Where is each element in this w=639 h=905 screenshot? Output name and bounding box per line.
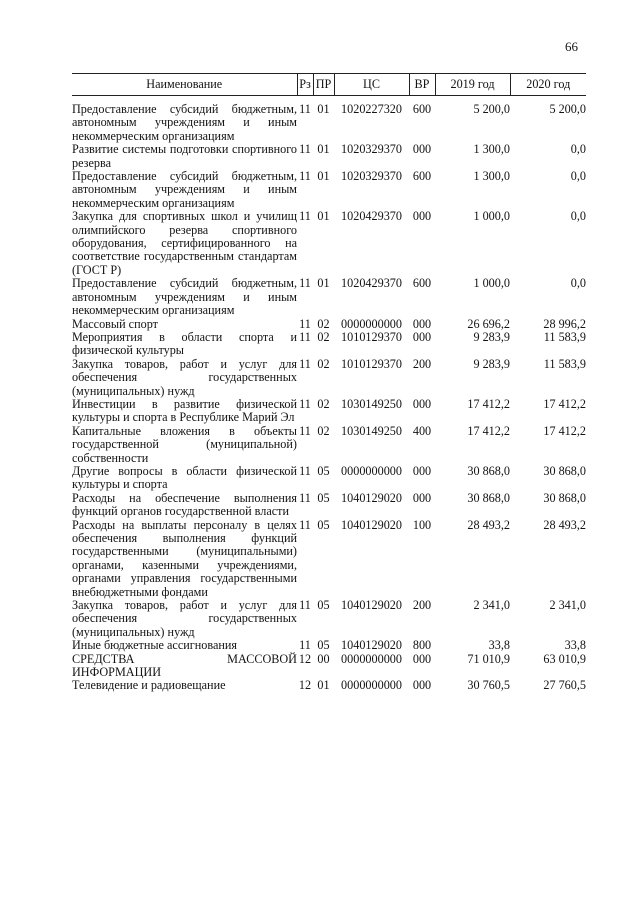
cell-rz: 11 bbox=[299, 517, 311, 532]
cell-2020: 17 412,2 bbox=[543, 423, 586, 438]
cell-name: Другие вопросы в области физической культуры и спорта bbox=[72, 463, 297, 492]
cell-2019: 30 868,0 bbox=[467, 463, 510, 478]
header-cs: ЦС bbox=[334, 74, 409, 96]
cell-2019: 1 300,0 bbox=[473, 169, 510, 184]
cell-2019: 9 283,9 bbox=[473, 329, 510, 344]
cell-vr: 000 bbox=[412, 396, 432, 411]
cell-pr: 05 bbox=[317, 463, 330, 478]
cell-name: Развитие системы подготовки спортивного резерва bbox=[72, 142, 297, 170]
cell-pr: 05 bbox=[317, 517, 330, 532]
cell-pr: 01 bbox=[317, 276, 330, 291]
cell-vr: 000 bbox=[412, 678, 432, 693]
table-row bbox=[72, 318, 586, 331]
cell-2020: 30 868,0 bbox=[543, 463, 586, 478]
cell-2019: 5 200,0 bbox=[473, 102, 510, 116]
cell-rz: 11 bbox=[299, 356, 311, 371]
cell-2019: 1 000,0 bbox=[473, 209, 510, 224]
cell-vr: 200 bbox=[412, 356, 432, 371]
cell-rz: 11 bbox=[299, 463, 311, 478]
cell-name: Массовый спорт bbox=[72, 316, 158, 331]
cell-rz: 11 bbox=[299, 598, 311, 613]
cell-rz: 11 bbox=[299, 490, 311, 505]
cell-pr: 01 bbox=[317, 169, 330, 184]
cell-rz: 11 bbox=[299, 316, 311, 331]
table-row bbox=[72, 492, 586, 519]
cell-vr: 800 bbox=[412, 638, 432, 653]
table-row bbox=[72, 331, 586, 358]
page-number: 66 bbox=[565, 39, 578, 54]
cell-pr: 05 bbox=[317, 598, 330, 613]
cell-2019: 17 412,2 bbox=[467, 423, 510, 438]
cell-pr: 05 bbox=[317, 490, 330, 505]
table-row bbox=[72, 519, 586, 599]
cell-cs: 1010129370 bbox=[341, 356, 402, 371]
cell-rz: 12 bbox=[298, 678, 312, 693]
cell-name: Закупка товаров, работ и услуг для обеспечения государственных (муниципальных) нужд bbox=[72, 356, 297, 398]
header-rz: Рз bbox=[297, 74, 313, 96]
cell-2020: 27 760,5 bbox=[543, 678, 586, 693]
table-row bbox=[72, 653, 586, 680]
cell-2020: 5 200,0 bbox=[549, 102, 586, 116]
cell-cs: 1030149250 bbox=[341, 423, 402, 438]
table-row bbox=[72, 639, 586, 652]
table-row bbox=[72, 599, 586, 639]
cell-vr: 100 bbox=[412, 517, 432, 532]
budget-table bbox=[72, 73, 586, 693]
cell-2020: 0,0 bbox=[570, 276, 586, 291]
cell-cs: 1040129020 bbox=[341, 490, 402, 505]
cell-pr: 05 bbox=[317, 638, 330, 653]
cell-cs: 1020329370 bbox=[341, 142, 402, 157]
cell-cs: 1020329370 bbox=[341, 169, 402, 184]
cell-vr: 600 bbox=[412, 169, 432, 184]
cell-2020: 63 010,9 bbox=[543, 651, 586, 666]
header-pr: ПР bbox=[313, 74, 334, 96]
cell-pr: 01 bbox=[317, 209, 330, 224]
cell-cs: 1040129020 bbox=[341, 638, 402, 653]
cell-vr: 000 bbox=[412, 209, 432, 224]
cell-rz: 11 bbox=[299, 329, 311, 344]
cell-pr: 01 bbox=[317, 678, 330, 693]
cell-name: СРЕДСТВА МАССОВОЙ ИНФОРМАЦИИ bbox=[72, 651, 297, 680]
cell-2019: 30 868,0 bbox=[467, 490, 510, 505]
cell-cs: 1030149250 bbox=[341, 396, 402, 411]
cell-vr: 000 bbox=[412, 329, 432, 344]
cell-vr: 000 bbox=[412, 316, 432, 331]
cell-vr: 400 bbox=[412, 423, 432, 438]
table-row bbox=[72, 277, 586, 317]
cell-2019: 26 696,2 bbox=[467, 316, 510, 331]
cell-2019: 28 493,2 bbox=[467, 517, 510, 532]
cell-cs: 1020227320 bbox=[341, 102, 402, 116]
cell-name: Закупка товаров, работ и услуг для обеспечения государственных (муниципальных) нужд bbox=[72, 598, 297, 639]
table-row bbox=[72, 465, 586, 492]
cell-2019: 30 760,5 bbox=[467, 678, 510, 693]
table-header-row bbox=[72, 74, 586, 96]
cell-cs: 1010129370 bbox=[341, 329, 402, 344]
cell-rz: 11 bbox=[299, 423, 311, 438]
cell-pr: 02 bbox=[317, 316, 330, 331]
cell-cs: 0000000000 bbox=[341, 316, 402, 331]
cell-2019: 17 412,2 bbox=[467, 396, 510, 411]
cell-cs: 0000000000 bbox=[341, 651, 402, 666]
cell-vr: 000 bbox=[412, 490, 432, 505]
cell-2019: 33,8 bbox=[488, 638, 510, 653]
cell-rz: 11 bbox=[299, 396, 311, 411]
table-row bbox=[72, 210, 586, 277]
cell-rz: 12 bbox=[298, 651, 312, 666]
cell-pr: 00 bbox=[317, 651, 330, 666]
cell-name: Закупка для спортивных школ и училищ олимпийского резерва спортивного оборудования, сертифицированного на соответствие государственным стандартам (ГОСТ Р) bbox=[72, 209, 297, 277]
header-2020: 2020 год bbox=[510, 74, 586, 96]
cell-name: Предоставление субсидий бюджетным, автономным учреждениям и иным некоммерческим организациям bbox=[72, 276, 297, 318]
cell-2019: 9 283,9 bbox=[473, 356, 510, 371]
cell-cs: 1040129020 bbox=[341, 598, 402, 613]
cell-rz: 11 bbox=[299, 276, 311, 291]
cell-2019: 1 000,0 bbox=[473, 276, 510, 291]
cell-vr: 600 bbox=[412, 276, 432, 291]
cell-2020: 28 493,2 bbox=[543, 517, 586, 532]
cell-2020: 2 341,0 bbox=[549, 598, 586, 613]
cell-name: Расходы на выплаты персоналу в целях обеспечения выполнения функций государственными (муниципальными) органами, казенными учреждениями, органами управления государственными внебюджетными фондами bbox=[72, 517, 297, 599]
cell-2019: 2 341,0 bbox=[473, 598, 510, 613]
cell-name: Предоставление субсидий бюджетным, автономным учреждениям и иным некоммерческим организациям bbox=[72, 102, 297, 143]
cell-2020: 0,0 bbox=[570, 142, 586, 157]
table-body bbox=[72, 96, 586, 693]
cell-rz: 11 bbox=[299, 169, 311, 184]
header-name: Наименование bbox=[72, 74, 297, 96]
cell-cs: 0000000000 bbox=[341, 678, 402, 693]
table-row bbox=[72, 170, 586, 210]
header-vr: ВР bbox=[409, 74, 435, 96]
cell-2019: 71 010,9 bbox=[467, 651, 510, 666]
cell-rz: 11 bbox=[299, 209, 311, 224]
cell-2019: 1 300,0 bbox=[473, 142, 510, 157]
cell-vr: 200 bbox=[412, 598, 432, 613]
cell-2020: 30 868,0 bbox=[543, 490, 586, 505]
cell-2020: 11 583,9 bbox=[543, 329, 586, 344]
cell-pr: 01 bbox=[317, 142, 330, 157]
cell-name: Мероприятия в области спорта и физической культуры bbox=[72, 329, 297, 358]
cell-vr: 000 bbox=[412, 651, 432, 666]
cell-rz: 11 bbox=[299, 142, 311, 157]
cell-rz: 11 bbox=[299, 102, 311, 116]
cell-vr: 600 bbox=[412, 102, 432, 116]
cell-pr: 02 bbox=[317, 356, 330, 371]
cell-rz: 11 bbox=[299, 638, 311, 653]
cell-cs: 1020429370 bbox=[341, 276, 402, 291]
cell-cs: 1020429370 bbox=[341, 209, 402, 224]
cell-2020: 0,0 bbox=[570, 169, 586, 184]
cell-2020: 28 996,2 bbox=[543, 316, 586, 331]
cell-2020: 11 583,9 bbox=[543, 356, 586, 371]
cell-2020: 0,0 bbox=[570, 209, 586, 224]
cell-name: Инвестиции в развитие физической культуры и спорта в Республике Марий Эл bbox=[72, 396, 297, 425]
table-row bbox=[72, 398, 586, 425]
header-2019: 2019 год bbox=[435, 74, 510, 96]
table-row bbox=[72, 358, 586, 398]
cell-2020: 17 412,2 bbox=[543, 396, 586, 411]
cell-name: Телевидение и радиовещание bbox=[72, 678, 226, 693]
cell-pr: 02 bbox=[317, 396, 330, 411]
cell-cs: 0000000000 bbox=[341, 463, 402, 478]
cell-vr: 000 bbox=[412, 142, 432, 157]
table-row bbox=[72, 425, 586, 465]
cell-name: Предоставление субсидий бюджетным, автономным учреждениям и иным некоммерческим организациям bbox=[72, 169, 297, 210]
cell-2020: 33,8 bbox=[564, 638, 586, 653]
cell-pr: 02 bbox=[317, 423, 330, 438]
cell-name: Расходы на обеспечение выполнения функций органов государственной власти bbox=[72, 490, 297, 519]
cell-pr: 01 bbox=[317, 102, 330, 116]
cell-cs: 1040129020 bbox=[341, 517, 402, 532]
cell-pr: 02 bbox=[317, 329, 330, 344]
table-row bbox=[72, 679, 586, 692]
cell-vr: 000 bbox=[412, 463, 432, 478]
cell-name: Иные бюджетные ассигнования bbox=[72, 638, 238, 653]
table-row bbox=[72, 103, 586, 143]
table-row bbox=[72, 143, 586, 170]
cell-name: Капитальные вложения в объекты государственной (муниципальной) собственности bbox=[72, 423, 297, 465]
